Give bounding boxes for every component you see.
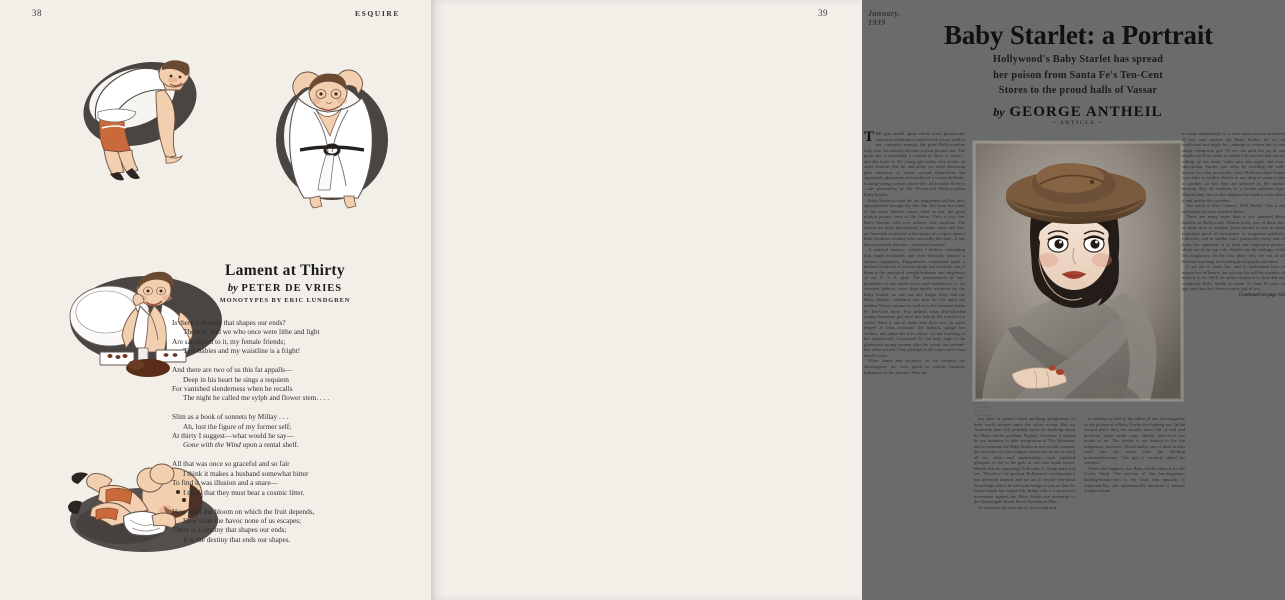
poem-stanza — [172, 318, 420, 356]
plate-credit: PASTEL PAINTING BY ERIC LUNDGREN — [974, 401, 994, 417]
poem-stanza — [172, 459, 420, 497]
poem-line: How soon the havoc none of us escapes; — [183, 515, 302, 525]
article-paragraph: Baby Starlet is what the fan magazines call her, and, appropriately enough the title fits. For from the ranks of her sister Starlets come, often as not, the great motion picture stars of the future. Only a very few Baby Starlets will ever achieve true stardom. The reason we hope immediately to make clear, and they are herewith contained in the nature of a report upon a little feminine creature who can easily become—if she has not already become—a national menace. — [864, 197, 965, 247]
poem-line: Gone with the Wind upon a rental shelf. — [183, 440, 299, 450]
poem-line: There is a destiny that shapes our ends; — [172, 525, 287, 535]
article-column-1 — [864, 131, 965, 375]
poem-line: At thirty I suggest—what would he say— — [172, 431, 295, 441]
poem-title: Lament at Thirty — [225, 262, 345, 279]
article-by-word: by — [993, 105, 1005, 119]
deck-line: Stores to the proud halls of Vassar — [998, 85, 1158, 96]
poem-line: Are sacrificed to it, my female friends; — [172, 336, 286, 346]
article-author: GEORGE ANTHEIL — [1009, 104, 1163, 120]
poem-body — [150, 318, 420, 544]
poem-line: To find it was illusion and a snare— — [172, 478, 278, 488]
poem-line: The night he called me sylph and flower stem. . . . — [183, 393, 330, 403]
poem-line: How brief the bloom on which the fruit depends, — [172, 506, 315, 516]
masthead-publication-name: ESQUIRE — [355, 9, 400, 18]
masthead-issue-date: January, 1939 — [868, 9, 901, 27]
deck-line: Hollywood's Baby Starlet has spread — [992, 54, 1164, 65]
poem-line: Two babies and my waistline is a fright! — [183, 346, 301, 356]
poem-line: And there are two of us this fat appalls— — [172, 365, 293, 375]
deck-line: her poison from Santa Fe's Ten-Cent — [993, 69, 1163, 81]
article-paragraph: To conceive the microbe at close hand and — [978, 504, 1057, 510]
illustration-baby-starlet-portrait — [974, 142, 1182, 400]
poem-stanza — [172, 365, 420, 403]
folio-right: 39 — [818, 8, 828, 18]
poem-line: Is there a destiny that shapes our ends? — [172, 318, 286, 327]
poem-line: Deep in his heart he sings a requiem — [183, 374, 289, 384]
article-column-3 — [1084, 416, 1185, 566]
poem-block — [150, 262, 420, 554]
illustration-woman-in-white-robe — [252, 32, 412, 212]
poem-stanza — [172, 507, 420, 545]
poem-art-credit: MONOTYPES BY ERIC LUNDGREN — [219, 297, 351, 304]
poem-line: Slim as a book of sonnets by Millay . . . — [172, 412, 289, 422]
article-headline: Baby Starlet: a Portrait — [944, 20, 1213, 50]
poem-line: Ah, lost the figure of my former self; — [183, 421, 292, 431]
poem-line: There is, and we who once were lithe and light — [183, 327, 320, 337]
poem-line: I think it makes a husband somewhat bitter — [183, 468, 309, 478]
poem-stanza — [172, 412, 420, 450]
article-paragraph: The result is Miss Glamor, 1939 Model. This is the technique we have worried about. — [1182, 203, 1285, 214]
continued-line: Continued on page 163 — [1239, 292, 1285, 298]
article-paragraph: If we are to study her, and to understand how to negate her influence, her private life will be a matter of interest to us. We'll be rather surprised to find that our composite Baby Starlet is nearer 25 than 19 years of age, and that she's been a pretty girl of tru- — [1182, 264, 1285, 292]
article-deck — [903, 52, 1253, 99]
article-paragraph: When this happens, our Baby Starlet takes it for the Goal's Truth. The rise-out of the fan-magazine-bathing-beauty-shot is her final step upwards to respectability; she automatically becomes a famous young woman. — [1084, 465, 1185, 494]
folio-left: 38 — [32, 8, 42, 18]
left-page — [0, 0, 431, 600]
article-paragraph: Other hands and societies, as for instance the churchgoers, are ever quick to various business influences in the movies. They are — [864, 358, 965, 375]
article-paragraph: There are many more than a few hundred Baby Starlets in Hollywood. Almost every one of them has, at some time or another, been elected to star in some important piece of newspaper or magazine publicity. Likewise, and in similar ratio, practically every one of them has appeared in at least one important picture, albeit not in the star role. Starlets are the darlings of the fan magazines. In the first place they are not at all hesitant in posing for bathing photographs and there — [1182, 214, 1285, 264]
article-paragraph: THE girl model upon which most present-day American femininity instinctively arrays itself is not, curiously enough, the great Hollywoodian lady who has already become a great picture star. The great star is invariably a woman of thirty or more—and she looks it. No young girl really ever envies an older woman. But far and away too often American girls endeavor to create around themselves the apparently glamorous personality of a certain brilliant-looking young woman whom they all actually do envy—the personality of the 19-year-old Hollywoodian Baby Starlet. — [864, 129, 965, 198]
poem-by-word: by — [227, 283, 238, 294]
article-column-4 — [1182, 131, 1285, 298]
article-column-2 — [974, 416, 1075, 566]
poem-line: For vanished slenderness when he recalls — [172, 383, 293, 393]
poem-byline — [150, 283, 420, 294]
poem-author: PETER DE VRIES — [241, 283, 343, 294]
poem-line: All that was once so graceful and so fair — [172, 459, 290, 469]
drop-cap: T — [864, 129, 875, 145]
article-paragraph: is nothing so dear to the editor of any fan magazine as the picture of a Baby Starlet in a bathing suit. In the second place they are usually more full of hell and therefore make better copy. Starlet interviews are works of art. The Starlet is not limited to the fan magazines, however. Occasionally one of them breaks forth into the slicks with the blinding prominenttoments "this girl is certainly slated for stardom." — [1084, 416, 1185, 466]
illustration-woman-bending-over — [62, 32, 237, 192]
poem-line: It is the destiny that ends our shapes. — [183, 534, 291, 544]
article-byline — [903, 104, 1253, 121]
article-paragraph: A national menace, verbally I believe, something that might eventually and even seriously menace a nation's happiness. Happinesses considered upon a national scale are of various kinds, but certainly one of them is the unmarred straightforthness and singleness of our U. S. A. girls. The phenomenon of non-phoniness of our future wives and sweethearts is, we serenely believe, more than darkly menaced by the Baby Starlet; no one can any longer deny that the Baby Starlet's influence can now be felt upon the farthest Vassar campus as well as in the remotest Santa Fe Ten-Cent Store. For, indeed, what disk-blooded young American girl does not behold the movies too often? Were it one of them who does not—to some degree at least—estimate her lipstick, gauge her clothes, and adapt her love affairs via my marking of her fantastically Lovejoyed by the holy sign of the glamorous young woman who fits across our present-day silver screen? Nay, perhaps it all comes more than merely some. — [864, 247, 965, 358]
right-page — [431, 0, 1285, 600]
article-paragraph: to come immediately to a clear and concrete statement of our case against the Baby Starlet, let us—an ineffectual not might be—attempt to reduce her to one single composite girl. (If we can park her up in one bundle she'll be easier to handle.) If you feel that we are rolling up too many faults into one single and over-spectacular Starlet, just relax by recalling the well-known fact that practically every Hollywoodian Starlet is as alike to another Starlet as one drop of water is like to another. In fact they are selected by the studios because they all conform to a certain uniform type. Should they vary in the slightest the studios soon affect it and rectify the variation. — [1182, 131, 1285, 203]
poem-line: I think that they must bear a cosmic litter. — [183, 487, 305, 497]
article-kicker: • ARTICLE • — [1053, 120, 1103, 126]
article-paragraph: not slow to protest when anything antagonistic to their world secures upon the silver screen. But we American men will probably never do anything about the Baby Starlet problem. Rightly, however, it should be our business to take recognition of The Situation, and to examine the Baby Starlet as one would examine the microbe of a new plague; unless we do so we shall all too often—and unpleasantly—catch repeated glimpses of her in the girls of our own home towns. Would that be annoying? It already is. Think hard and see. Therefore the present Hollywood correspondent has herewith himself and set out to secure first-hand knowledge which he herewith brings to you so that the future might not impossibly bring with it a protective movement against the Baby Starlet not unsimilar to the Navestigate Rosin Flood Prevention Plan. — [974, 416, 1075, 505]
